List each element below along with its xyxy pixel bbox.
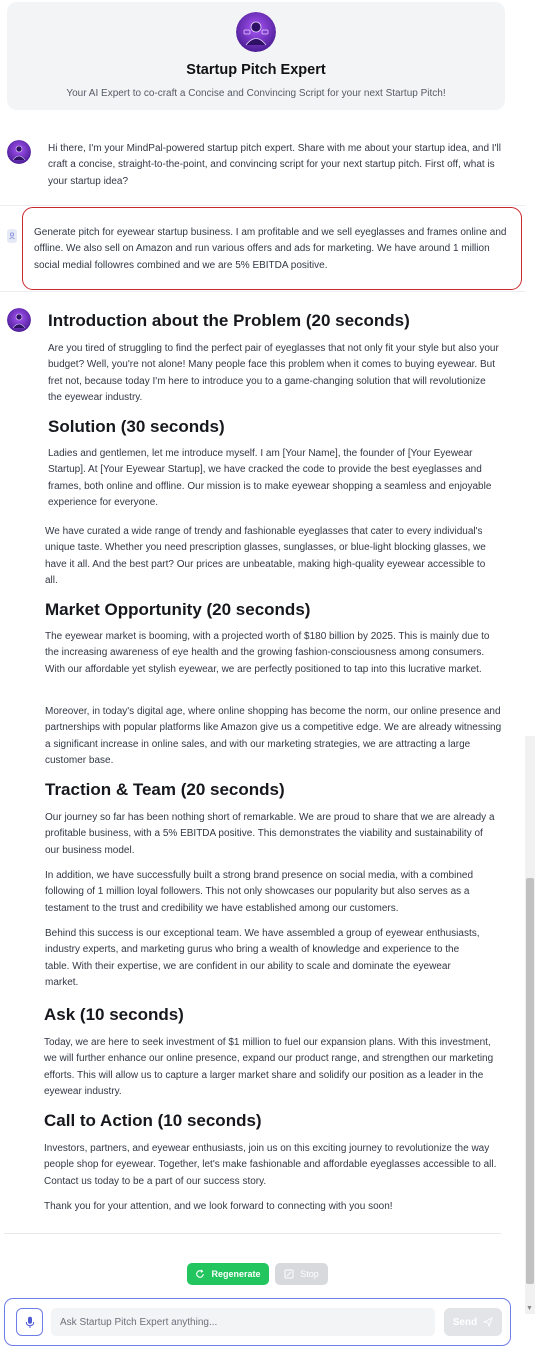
section-heading-ask: Ask (10 seconds) (44, 1005, 184, 1024)
stop-icon (284, 1269, 294, 1279)
paragraph-market-2: Moreover, in today's digital age, where online shopping has become the norm, our online presence and partnerships with popular platforms like Amazon give us a competitive edge. We are already witnessing a significant increase in online sales, and with our marketing strategies, we are attracting a large customer base. (45, 706, 502, 767)
section-heading-problem: Introduction about the Problem (20 seconds) (48, 311, 410, 330)
user-icon (7, 229, 17, 243)
bot-intro-message: Hi there, I'm your MindPal-powered startup pitch expert. Share with me about your startup idea, and I'll craft a concise, straight-to-the-point, and convincing script for your next startup pitch. First off, what is your startup idea? (48, 143, 501, 187)
paragraph-problem: Are you tired of struggling to find the perfect pair of eyeglasses that not only fit your style but also your budget? Well, you're not alone! Many people face this problem when it comes to buying eyewear. But fret not, because today I'm here to introduce you to a game-changing solution that will revolutionize the eyewear industry. (48, 343, 499, 404)
divider (4, 1233, 501, 1234)
paper-plane-icon (483, 1317, 493, 1327)
robot-avatar-icon (7, 308, 31, 332)
paragraph-traction-3: Behind this success is our exceptional team. We have assembled a group of eyewear enthusiasts, industry experts, and marketing gurus who bring a wealth of knowledge and experience to the table. With their expertise, we are confident in our ability to scale and dominate the eyewear market. (45, 928, 480, 989)
paragraph-traction-2: In addition, we have successfully built a strong brand presence on social media, with a combined following of 1 million loyal followers. This not only showcases our popularity but also serves as a testament to the trust and credibility we have established among our customers. (45, 870, 474, 914)
paragraph-cta: Investors, partners, and eyewear enthusiasts, join us on this exciting journey to revolutionize the way people shop for eyewear. Together, let's make fashionable and affordable eyeglasses accessible to all. Contact us today to be a part of our success story. (44, 1143, 497, 1187)
chatbot-title: Startup Pitch Expert (186, 62, 326, 78)
user-message: Generate pitch for eyewear startup business. I am profitable and we sell eyeglasses and frames online and offline. We also sell on Amazon and run various offers and ads for marketing. We have around 1 million social medial followres combined and we are 5% EBITDA positive. (22, 207, 522, 290)
send-button[interactable] (444, 1308, 502, 1336)
section-heading-traction: Traction & Team (20 seconds) (45, 780, 285, 799)
stop-label: Stop (300, 1269, 319, 1279)
microphone-button[interactable] (16, 1308, 43, 1336)
section-heading-market: Market Opportunity (20 seconds) (45, 600, 311, 619)
robot-avatar-icon (7, 140, 31, 164)
refresh-icon (195, 1269, 205, 1279)
scroll-down-arrow-icon[interactable]: ▼ (526, 1305, 533, 1312)
send-label: Send (452, 1316, 478, 1328)
chatbot-subtitle: Your AI Expert to co-craft a Concise and Convincing Script for your next Startup Pitch! (66, 88, 446, 99)
microphone-icon (25, 1316, 35, 1329)
regenerate-label: Regenerate (211, 1269, 261, 1279)
paragraph-closing: Thank you for your attention, and we look forward to connecting with you soon! (44, 1201, 393, 1212)
paragraph-solution-1: Ladies and gentlemen, let me introduce myself. I am [Your Name], the founder of [Your Eyewear Startup]. At [Your Eyewear Startup], we have cracked the code to provide the best eyeglasses and frames, both online and offline. Our mission is to make eyewear shopping a seamless and enjoyable experience for everyone. (48, 448, 492, 509)
chatbot-header (7, 2, 505, 110)
paragraph-market-1: The eyewear market is booming, with a projected worth of $180 billion by 2025. This is mainly due to the increasing awareness of eye health and the growing fashion-consciousness among consumers. With our affordable yet stylish eyewear, we are perfectly positioned to tap into this lucrative market. (45, 631, 490, 675)
paragraph-traction-1: Our journey so far has been nothing short of remarkable. We are proud to share that we are already a profitable business, with a 5% EBITDA positive. This demonstrates the viability and sustainability of our business model. (45, 812, 495, 856)
chat-input-bar (4, 1298, 511, 1346)
stop-button[interactable] (275, 1263, 328, 1285)
chat-input[interactable] (51, 1308, 435, 1336)
section-heading-solution: Solution (30 seconds) (48, 417, 225, 436)
regenerate-button[interactable] (187, 1263, 269, 1285)
robot-avatar-icon (236, 12, 276, 52)
scrollbar-thumb[interactable] (526, 878, 534, 1284)
section-heading-cta: Call to Action (10 seconds) (44, 1111, 262, 1130)
paragraph-ask: Today, we are here to seek investment of $1 million to fuel our expansion plans. With this investment, we will further enhance our online presence, expand our product range, and strengthen our marketing efforts. This will allow us to capture a larger market share and solidify our position as a leader in the eyewear industry. (44, 1037, 494, 1098)
paragraph-solution-2: We have curated a wide range of trendy and fashionable eyeglasses that cater to every individual's unique taste. Whether you need prescription glasses, sunglasses, or blue-light blocking glasses, we have it all. And the best part? Our prices are unbeatable, making high-quality eyewear accessible to all. (45, 526, 486, 587)
